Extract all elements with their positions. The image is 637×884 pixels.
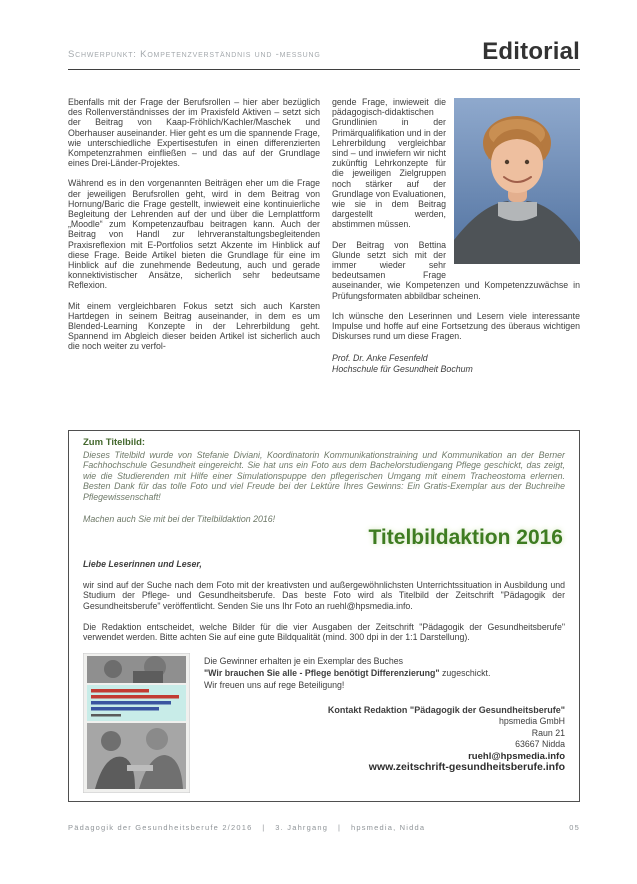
book-cover-thumbnail [83, 653, 190, 793]
winners-line2-suffix: zugeschickt. [439, 667, 491, 678]
author-signature [332, 353, 580, 375]
article-paragraph: gende Frage, inwieweit die pädagogisch-didaktischen Grundlinien in der Primärqualifikation und in der Lehrerbildung vergleichbar sind – und inwiefern wir nicht zukünftig Lehrkonzepte für die jeweiligen Zielgruppen noch stärker auf der Grundlage von Evaluationen, wie sie in dem Beitrag dargestellt werden, abstimmen müssen. [332, 97, 446, 230]
article-paragraph: Während es in den vorgenannten Beiträgen eher um die Frage der jeweiligen Berufsrollen geht, wird in dem Beitrag von Hornung/Baric die Frage gestellt, inwieweit eine kontinuierliche Begleitung der Lehrenden auf der und über die Lernplattform „Moodle“ zum Kompetenzaufbau beitragen kann. Auch der Beitrag von Handl zur lehrveranstaltungsbegleitenden Praxisreflexion mit E-Portfolios setzt Akzente im Hinblick auf diese Frage. Beide Artikel bieten die Grundlage für eine im Hinblick auf die zunehmende Bedeutung, auch und gerade konnektivistischer Ansätze, sicherlich sehr bedeutsame Reflexion. [68, 178, 320, 291]
titelbildaktion-title: Titelbildaktion 2016 [368, 526, 563, 550]
contact-company: hpsmedia GmbH [498, 716, 565, 727]
contact-city: 63667 Nidda [515, 739, 565, 750]
article-column-right [332, 97, 580, 375]
author-portrait-photo [454, 98, 580, 264]
winners-line1: Die Gewinner erhalten je ein Exemplar des Buches [204, 655, 404, 666]
titelbild-cta: Machen auch Sie mit bei der Titelbildaktion 2016! [83, 513, 276, 524]
titelbild-intro: Dieses Titelbild wurde von Stefanie Diviani, Koordinatorin Kommunikationstraining und Kommunikation an der Berner Fachhochschule Gesundheit eingereicht. Sie hat uns ein Foto aus dem Bachelorstudiengang Pflege geschickt, das zeigt, wie die Studierenden mit Hilfe einer Simulationspuppe den pflegerischen Umgang mit einem Tracheostoma erlernen. Besten Dank für das tolle Foto und viel Freude bei der Lektüre Ihres Gewinns: Ein Gratis-Exemplar aus der Buchreihe Pflegewissenschaft! [83, 449, 565, 502]
article-paragraph: Der Beitrag von Bettina Glunde setzt sich mit der immer wieder sehr bedeutsamen Frage auseinander, wie Kompetenzen und Kompetenzzuwächse in Prüfungsformaten abbildbar scheinen. [332, 239, 580, 301]
page-header [68, 40, 580, 70]
contact-website-link[interactable]: www.zeitschrift-gesundheitsberufe.info [368, 761, 565, 774]
article-paragraph: Mit einem vergleichbaren Fokus setzt sich auch Karsten Hartdegen in seinem Beitrag auseinander, in dem es um Blended-Learning Konzepte in der Lehrerbildung geht. Spannend im Abgleich dieser beiden Artikel ist sicherlich auch die noch weiter zu verfol- [68, 300, 320, 352]
contact-street: Raun 21 [531, 727, 565, 738]
winners-line3: Wir freuen uns auf rege Beteiligung! [204, 679, 345, 690]
box-bottom-row [83, 653, 565, 793]
article-paragraph: Ebenfalls mit der Frage der Berufsrollen – hier aber bezüglich des Rollenverständnisses der im Praxisfeld Aktiven – setzt sich der Beitrag von Kaap-Fröhlich/Kachler/Maschek und Oberhauser auseinander. Hier geht es um die spannende Frage, wie unterschiedliche Expertisestufen in einen differenzierten Kompetenzrahmen einfließen – und das auf der Grundlage eines Drei-Länder-Projektes. [68, 97, 320, 169]
footer-issue-line: Pädagogik der Gesundheitsberufe 2/2016 | 3. Jahrgang | hpsmedia, Nidda [68, 823, 426, 832]
book-title: "Wir brauchen Sie alle - Pflege benötigt Differenzierung" [204, 667, 440, 678]
author-affiliation: Hochschule für Gesundheit Bochum [332, 364, 473, 375]
article-column-left [68, 97, 320, 375]
winners-line2 [204, 667, 565, 679]
titelbild-body [83, 580, 565, 643]
article-columns [68, 97, 580, 375]
winners-block [204, 655, 565, 691]
author-name: Prof. Dr. Anke Fesenfeld [332, 353, 428, 364]
contact-block [204, 705, 565, 774]
page-footer [68, 823, 580, 832]
box-bottom-right [204, 653, 565, 793]
page-title: Editorial [482, 38, 580, 65]
titelbild-box-heading: Zum Titelbild: [83, 437, 146, 448]
titelbild-paragraph: wir sind auf der Suche nach dem Foto mit der kreativsten und außergewöhnlichsten Unterrichtssituation in Ausbildung und Studium der Pflege- und Gesundheitsberufe. Das beste Foto wird als Titelbild der Zeitschrift "Pädagogik der Gesundheitsberufe" veröffentlicht. Senden Sie uns Ihr Foto an ruehl@hpsmedia.info. [83, 579, 565, 612]
footer-page-number: 05 [569, 823, 580, 832]
titelbild-box [68, 430, 580, 802]
titelbild-paragraph: Die Redaktion entscheidet, welche Bilder für die vier Ausgaben der Zeitschrift "Pädagogik der Gesundheitsberufe" verwendet werden. Bitte achten Sie auf eine gute Bildqualität (mind. 300 dpi in der 1:1 Darstellung). [83, 621, 565, 643]
section-kicker: Schwerpunkt: Kompetenzverständnis und -messung [68, 49, 321, 60]
contact-heading: Kontakt Redaktion "Pädagogik der Gesundheitsberufe" [327, 704, 565, 715]
salutation: Liebe Leserinnen und Leser, [83, 559, 202, 570]
article-paragraph: Ich wünsche den Leserinnen und Lesern viele interessante Impulse und hoffe auf eine Fortsetzung des überaus wichtigen Diskurses rund um diese Fragen. [332, 310, 580, 342]
contact-email-link[interactable]: ruehl@hpsmedia.info [468, 750, 565, 762]
